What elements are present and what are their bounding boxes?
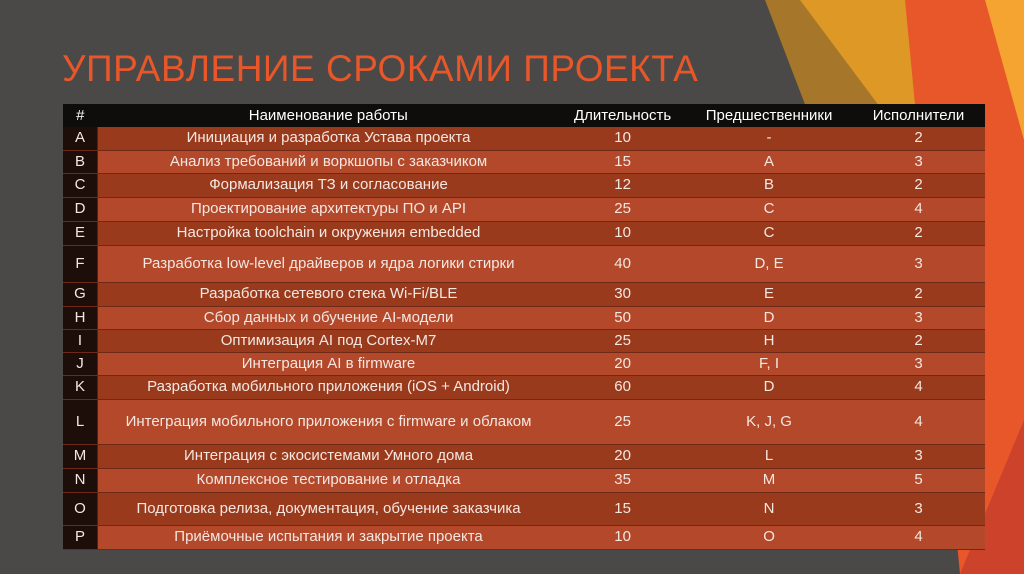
cell-duration: 25 [559, 399, 686, 444]
table-row [63, 375, 985, 399]
cell-name: Оптимизация AI под Cortex-M7 [97, 329, 559, 352]
cell-executors: 3 [852, 245, 985, 282]
cell-predecessors: N [686, 492, 852, 525]
cell-executors: 4 [852, 197, 985, 221]
cell-name: Разработка мобильного приложения (iOS + Android) [97, 375, 559, 399]
cell-name: Проектирование архитектуры ПО и API [97, 197, 559, 221]
cell-predecessors: H [686, 329, 852, 352]
table-header-row [63, 104, 985, 127]
cell-duration: 25 [559, 197, 686, 221]
cell-name: Разработка low-level драйверов и ядра логики стирки [97, 245, 559, 282]
table-row [63, 399, 985, 444]
cell-executors: 4 [852, 525, 985, 549]
header-executors: Исполнители [852, 104, 985, 127]
table-row [63, 173, 985, 197]
table-row [63, 329, 985, 352]
table-row [63, 444, 985, 468]
cell-name: Интеграция мобильного приложения с firmware и облаком [97, 399, 559, 444]
cell-predecessors: D [686, 375, 852, 399]
cell-executors: 3 [852, 352, 985, 375]
cell-executors: 4 [852, 399, 985, 444]
cell-executors: 4 [852, 375, 985, 399]
cell-id: E [63, 221, 97, 245]
cell-duration: 10 [559, 127, 686, 150]
cell-predecessors: B [686, 173, 852, 197]
cell-id: O [63, 492, 97, 525]
table-row [63, 525, 985, 549]
cell-predecessors: E [686, 282, 852, 306]
cell-predecessors: F, I [686, 352, 852, 375]
cell-name: Анализ требований и воркшопы с заказчиком [97, 150, 559, 173]
cell-name: Разработка сетевого стека Wi-Fi/BLE [97, 282, 559, 306]
cell-predecessors: C [686, 221, 852, 245]
cell-name: Настройка toolchain и окружения embedded [97, 221, 559, 245]
cell-id: C [63, 173, 97, 197]
cell-id: H [63, 306, 97, 329]
cell-predecessors: A [686, 150, 852, 173]
cell-name: Формализация ТЗ и согласование [97, 173, 559, 197]
table-row [63, 306, 985, 329]
cell-predecessors: - [686, 127, 852, 150]
cell-executors: 2 [852, 282, 985, 306]
cell-name: Сбор данных и обучение AI-модели [97, 306, 559, 329]
cell-id: I [63, 329, 97, 352]
cell-id: K [63, 375, 97, 399]
table-row [63, 468, 985, 492]
cell-executors: 2 [852, 127, 985, 150]
cell-duration: 15 [559, 492, 686, 525]
cell-duration: 25 [559, 329, 686, 352]
cell-predecessors: M [686, 468, 852, 492]
cell-duration: 20 [559, 352, 686, 375]
cell-name: Подготовка релиза, документация, обучение заказчика [97, 492, 559, 525]
cell-predecessors: L [686, 444, 852, 468]
cell-duration: 60 [559, 375, 686, 399]
cell-executors: 2 [852, 173, 985, 197]
tasks-table [63, 104, 985, 550]
table-row [63, 245, 985, 282]
cell-duration: 20 [559, 444, 686, 468]
cell-executors: 2 [852, 221, 985, 245]
cell-name: Интеграция AI в firmware [97, 352, 559, 375]
cell-id: G [63, 282, 97, 306]
cell-duration: 10 [559, 221, 686, 245]
header-duration: Длительность [559, 104, 686, 127]
cell-executors: 3 [852, 492, 985, 525]
cell-id: L [63, 399, 97, 444]
table-row [63, 282, 985, 306]
cell-predecessors: O [686, 525, 852, 549]
table-row [63, 127, 985, 150]
cell-duration: 35 [559, 468, 686, 492]
header-name: Наименование работы [97, 104, 559, 127]
cell-name: Интеграция с экосистемами Умного дома [97, 444, 559, 468]
cell-id: P [63, 525, 97, 549]
page-title: УПРАВЛЕНИЕ СРОКАМИ ПРОЕКТА [62, 48, 699, 89]
cell-id: D [63, 197, 97, 221]
table-row [63, 492, 985, 525]
cell-id: A [63, 127, 97, 150]
cell-predecessors: C [686, 197, 852, 221]
cell-duration: 10 [559, 525, 686, 549]
cell-id: B [63, 150, 97, 173]
cell-duration: 50 [559, 306, 686, 329]
cell-duration: 30 [559, 282, 686, 306]
cell-executors: 5 [852, 468, 985, 492]
cell-duration: 15 [559, 150, 686, 173]
cell-predecessors: K, J, G [686, 399, 852, 444]
cell-id: J [63, 352, 97, 375]
header-predecessors: Предшественники [686, 104, 852, 127]
table-row [63, 150, 985, 173]
cell-duration: 40 [559, 245, 686, 282]
cell-name: Инициация и разработка Устава проекта [97, 127, 559, 150]
cell-executors: 3 [852, 444, 985, 468]
cell-predecessors: D, E [686, 245, 852, 282]
table-row [63, 197, 985, 221]
cell-id: M [63, 444, 97, 468]
cell-name: Комплексное тестирование и отладка [97, 468, 559, 492]
cell-executors: 3 [852, 150, 985, 173]
cell-duration: 12 [559, 173, 686, 197]
table-row [63, 221, 985, 245]
cell-executors: 3 [852, 306, 985, 329]
cell-id: F [63, 245, 97, 282]
cell-predecessors: D [686, 306, 852, 329]
table-row [63, 352, 985, 375]
cell-id: N [63, 468, 97, 492]
header-id: # [63, 104, 97, 127]
cell-executors: 2 [852, 329, 985, 352]
cell-name: Приёмочные испытания и закрытие проекта [97, 525, 559, 549]
